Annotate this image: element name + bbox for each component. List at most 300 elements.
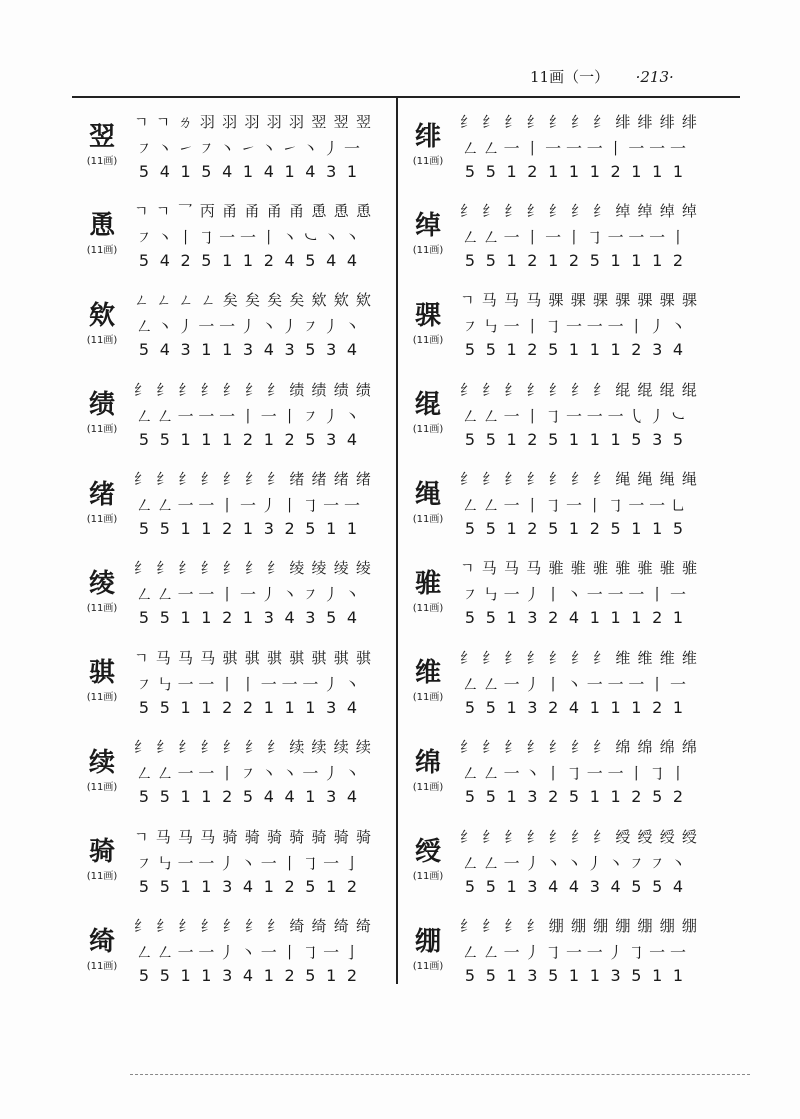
stroke-number: 5: [652, 876, 663, 896]
progression-step: 纟: [460, 738, 475, 757]
progression-step: 绪: [355, 470, 370, 489]
progression-step: 绳: [681, 470, 696, 489]
stroke-numbers: [460, 696, 688, 718]
progression-step: 骒: [570, 291, 585, 310]
progression-step: 纟: [593, 112, 608, 131]
scan-edge-line: [130, 1074, 750, 1076]
stroke-number: 1: [326, 876, 337, 896]
headword-character: 绩: [88, 390, 115, 421]
stroke-number: 1: [548, 250, 559, 270]
progression-step: 纟: [482, 738, 497, 757]
progression-step: 绫: [333, 559, 348, 578]
stroke-number: 3: [305, 608, 316, 628]
stroke-count-label: (11画): [86, 960, 118, 972]
progression-step: 纟: [548, 827, 563, 846]
progression-step: 骐: [333, 648, 348, 667]
stroke-number: 5: [159, 429, 170, 449]
stroke-number: 1: [652, 966, 663, 986]
stroke-shapes: [134, 583, 362, 605]
page-number: ·213·: [635, 68, 674, 86]
stroke-shape: ㇜: [135, 585, 152, 605]
stroke-progression: [134, 555, 370, 581]
stroke-shape: 丶: [302, 138, 319, 158]
stroke-number: 1: [610, 340, 621, 360]
progression-step: 纟: [526, 470, 541, 489]
stroke-number: 5: [326, 608, 337, 628]
stroke-number: 2: [284, 519, 295, 539]
stroke-count-label: (11画): [86, 871, 118, 883]
progression-step: 绫: [311, 559, 326, 578]
stroke-shape: 一: [177, 853, 194, 873]
stroke-shape: 丶: [343, 406, 360, 426]
progression-step: 骑: [266, 827, 281, 846]
progression-step: 纟: [482, 917, 497, 936]
stroke-shape: ㇉: [482, 585, 499, 605]
stroke-count-label: (11画): [86, 156, 118, 167]
progression-step: 马: [526, 291, 541, 310]
progression-step: 纟: [504, 827, 519, 846]
stroke-shape: 丶: [524, 764, 541, 784]
progression-step: 骓: [681, 559, 696, 578]
stroke-shape: 一: [198, 853, 215, 873]
progression-step: 骒: [659, 291, 674, 310]
progression-step: 绳: [615, 470, 630, 489]
stroke-number: 3: [527, 876, 538, 896]
progression-step: 绮: [333, 917, 348, 936]
stroke-shape: 丨: [649, 674, 666, 694]
stroke-number: 1: [305, 697, 316, 717]
progression-step: 绩: [355, 380, 370, 399]
headword-character: 欸: [88, 300, 115, 331]
stroke-number: 5: [201, 250, 212, 270]
progression-step: 纟: [178, 738, 193, 757]
stroke-shape: ㇜: [135, 317, 152, 337]
progression-step: ㄥ: [200, 291, 215, 310]
progression-step: 马: [155, 648, 170, 667]
stroke-number: 5: [305, 250, 316, 270]
stroke-shape: 一: [607, 674, 624, 694]
stroke-number: 5: [159, 608, 170, 628]
progression-step: ㄥ: [178, 291, 193, 310]
stroke-number: 4: [548, 876, 559, 896]
stroke-shape: 丶: [669, 853, 686, 873]
headword-character: 绳: [414, 479, 441, 510]
progression-step: 绯: [659, 112, 674, 131]
progression-step: 绶: [637, 827, 652, 846]
progression-step: 绪: [333, 470, 348, 489]
progression-step: 骒: [637, 291, 652, 310]
stroke-number: 2: [527, 340, 538, 360]
progression-step: 马: [155, 827, 170, 846]
character-entry: [408, 287, 708, 376]
progression-step: 矣: [222, 291, 237, 310]
stroke-number: 5: [159, 697, 170, 717]
stroke-number: 5: [548, 429, 559, 449]
stroke-number: 5: [652, 787, 663, 807]
progression-step: ㄱ: [155, 112, 170, 131]
progression-step: 纟: [460, 917, 475, 936]
stroke-number: 2: [527, 250, 538, 270]
stroke-shape: ㇜: [461, 674, 478, 694]
stroke-number: 2: [242, 429, 254, 449]
stroke-shape: 丨: [607, 138, 624, 158]
stroke-number: 5: [305, 966, 316, 986]
stroke-number: 2: [631, 787, 642, 807]
stroke-shape: ㇇: [461, 585, 478, 605]
progression-step: 绯: [681, 112, 696, 131]
stroke-shape: 丨: [281, 853, 298, 873]
progression-step: 骒: [615, 291, 630, 310]
progression-step: 马: [177, 827, 192, 846]
progression-step: 纟: [504, 201, 519, 220]
stroke-shape: ㇇: [198, 138, 215, 158]
stroke-shape: 丿: [260, 496, 277, 516]
stroke-shape: ㇇: [135, 138, 152, 158]
stroke-shape: 一: [545, 138, 562, 158]
stroke-number: 1: [652, 250, 663, 270]
progression-step: 纟: [570, 112, 585, 131]
progression-step: 绩: [289, 380, 304, 399]
stroke-number: 1: [180, 697, 191, 717]
stroke-shape: 丨: [669, 764, 686, 784]
character-entry: [82, 823, 382, 912]
stroke-number: 5: [464, 250, 476, 270]
headword-character: 恿: [88, 211, 115, 242]
progression-step: 维: [659, 648, 674, 667]
stroke-number: 5: [672, 519, 684, 539]
progression-step: 绷: [570, 917, 585, 936]
stroke-count-label: (11画): [412, 156, 444, 167]
stroke-shape: 一: [198, 317, 215, 337]
progression-step: 纟: [156, 559, 171, 578]
progression-step: 纟: [593, 648, 608, 667]
stroke-shape: 丿: [649, 406, 666, 426]
progression-step: 纟: [178, 470, 193, 489]
stroke-number: 1: [568, 519, 580, 539]
stroke-number: 5: [464, 697, 476, 717]
stroke-count-label: (11画): [86, 245, 118, 257]
progression-step: 纟: [482, 827, 497, 846]
stroke-shape: 一: [219, 317, 236, 337]
stroke-shape: 丶: [156, 227, 173, 247]
character-entry: [408, 466, 708, 555]
stroke-number: 4: [159, 250, 170, 270]
stroke-shape: 一: [503, 674, 520, 694]
stroke-shape: ㇀: [239, 138, 256, 158]
stroke-shape: 一: [302, 764, 319, 784]
stroke-shape: 一: [198, 764, 215, 784]
stroke-number: 3: [527, 608, 538, 628]
stroke-shape: 一: [565, 496, 582, 516]
stroke-number: 1: [180, 876, 191, 896]
progression-step: 甬: [222, 201, 237, 220]
stroke-shape: ㇆: [628, 943, 645, 963]
stroke-shape: 一: [323, 943, 340, 963]
page-header: [530, 66, 730, 87]
stroke-number: 5: [568, 787, 580, 807]
stroke-shape: ㇂: [628, 406, 645, 426]
progression-step: 纟: [134, 917, 149, 936]
progression-step: 纟: [267, 738, 282, 757]
stroke-count-label: (11画): [86, 513, 118, 525]
stroke-number: 1: [201, 608, 212, 628]
progression-step: 纟: [482, 470, 497, 489]
stroke-number: 2: [242, 697, 254, 717]
stroke-shapes: [460, 315, 688, 337]
stroke-number: 5: [464, 161, 476, 181]
stroke-number: 1: [284, 697, 295, 717]
stroke-shape: 一: [607, 317, 624, 337]
stroke-number: 1: [242, 161, 254, 181]
character-entry: [82, 376, 382, 465]
stroke-number: 5: [159, 966, 170, 986]
stroke-number: 4: [346, 697, 358, 717]
stroke-number: 2: [527, 429, 538, 449]
stroke-shapes: [460, 941, 688, 963]
stroke-numbers: [134, 786, 362, 808]
stroke-progression: [460, 555, 696, 581]
stroke-shape: 丨: [524, 317, 541, 337]
progression-step: 翌: [355, 112, 370, 131]
progression-step: 纟: [156, 380, 171, 399]
progression-step: 纟: [504, 738, 519, 757]
stroke-number: 1: [284, 161, 295, 181]
stroke-shape: 丿: [219, 943, 236, 963]
progression-step: 绵: [637, 738, 652, 757]
progression-step: 绷: [659, 917, 674, 936]
stroke-shape: ㇜: [461, 227, 478, 247]
stroke-number: 1: [346, 161, 358, 181]
stroke-shape: 丶: [343, 764, 360, 784]
progression-step: 羽: [244, 112, 259, 131]
stroke-shape: 一: [545, 227, 562, 247]
stroke-shape: 丶: [260, 317, 277, 337]
progression-step: 绪: [311, 470, 326, 489]
progression-step: 续: [333, 738, 348, 757]
progression-step: 纟: [134, 559, 149, 578]
stroke-number: 2: [631, 340, 642, 360]
stroke-number: 2: [652, 697, 663, 717]
stroke-shape: 一: [628, 585, 645, 605]
stroke-number: 1: [180, 787, 191, 807]
stroke-number: 4: [284, 250, 295, 270]
progression-step: 绯: [615, 112, 630, 131]
stroke-shape: 丿: [649, 317, 666, 337]
progression-step: 欸: [333, 291, 348, 310]
progression-step: 矣: [289, 291, 304, 310]
stroke-number: 1: [506, 250, 517, 270]
stroke-shape: 丶: [239, 853, 256, 873]
progression-step: 纟: [244, 470, 259, 489]
stroke-number: 4: [568, 697, 580, 717]
stroke-number: 5: [201, 161, 212, 181]
progression-step: 骐: [355, 648, 370, 667]
progression-step: 绲: [615, 380, 630, 399]
stroke-number: 2: [222, 608, 233, 628]
stroke-shape: 丿: [586, 853, 603, 873]
progression-step: 纟: [200, 470, 215, 489]
progression-step: 绫: [355, 559, 370, 578]
stroke-count-label: (11画): [412, 513, 444, 525]
stroke-shape: ㇜: [461, 406, 478, 426]
stroke-shape: ㇇: [302, 585, 319, 605]
progression-step: 骒: [681, 291, 696, 310]
stroke-number: 1: [180, 161, 191, 181]
stroke-shape: ㇆: [649, 764, 666, 784]
character-entry: [82, 555, 382, 644]
stroke-number: 5: [138, 340, 150, 360]
progression-step: ㄱ: [155, 201, 170, 220]
stroke-shape: ㇇: [135, 674, 152, 694]
progression-step: 纟: [244, 559, 259, 578]
stroke-number: 5: [305, 876, 316, 896]
stroke-number: 5: [305, 429, 316, 449]
progression-step: 恿: [333, 201, 348, 220]
stroke-number: 3: [326, 429, 337, 449]
progression-step: 绩: [333, 380, 348, 399]
progression-step: 绶: [681, 827, 696, 846]
stroke-shape: ㇆: [545, 317, 562, 337]
stroke-shape: ㇜: [156, 406, 173, 426]
stroke-shape: 一: [628, 227, 645, 247]
stroke-shape: 一: [565, 138, 582, 158]
stroke-numbers: [460, 428, 688, 450]
stroke-shape: ㇜: [482, 138, 499, 158]
stroke-number: 4: [263, 787, 274, 807]
stroke-shape: 一: [177, 585, 194, 605]
stroke-number: 5: [610, 519, 621, 539]
stroke-shape: 一: [649, 943, 666, 963]
stroke-number: 5: [138, 787, 150, 807]
progression-step: 续: [311, 738, 326, 757]
stroke-shape: 一: [649, 138, 666, 158]
progression-step: 纟: [593, 738, 608, 757]
stroke-number: 4: [284, 608, 295, 628]
stroke-shape: 丨: [219, 674, 236, 694]
progression-step: 纟: [570, 470, 585, 489]
stroke-number: 5: [138, 697, 150, 717]
stroke-shape: 丶: [156, 317, 173, 337]
stroke-number: 1: [631, 161, 642, 181]
stroke-shape: ㇇: [302, 317, 319, 337]
stroke-number: 2: [527, 161, 538, 181]
stroke-number: 2: [589, 519, 600, 539]
stroke-number: 1: [506, 429, 517, 449]
stroke-shape: 丿: [323, 585, 340, 605]
stroke-number: 4: [284, 787, 295, 807]
stroke-number: 2: [548, 697, 559, 717]
stroke-number: 5: [242, 787, 254, 807]
stroke-shape: ㇇: [302, 406, 319, 426]
progression-step: 甬: [289, 201, 304, 220]
stroke-count-label: (11画): [412, 602, 444, 614]
stroke-number: 4: [346, 608, 358, 628]
stroke-number: 1: [242, 519, 254, 539]
progression-step: 骓: [548, 559, 563, 578]
progression-step: 纟: [548, 380, 563, 399]
stroke-number: 1: [201, 876, 212, 896]
stroke-count-label: (11画): [412, 781, 444, 793]
stroke-number: 4: [326, 250, 337, 270]
stroke-number: 1: [180, 608, 191, 628]
stroke-number: 5: [138, 161, 150, 181]
progression-step: 骑: [222, 827, 237, 846]
progression-step: 纟: [267, 559, 282, 578]
stroke-numbers: [460, 786, 688, 808]
stroke-number: 4: [672, 340, 684, 360]
stroke-number: 1: [672, 697, 684, 717]
stroke-shapes: [460, 404, 688, 426]
stroke-shape: 一: [503, 496, 520, 516]
stroke-number: 1: [201, 429, 212, 449]
stroke-number: 1: [201, 697, 212, 717]
stroke-number: 5: [631, 876, 642, 896]
progression-step: 纟: [460, 380, 475, 399]
stroke-number: 3: [180, 340, 191, 360]
character-entry: [82, 287, 382, 376]
stroke-shape: 丶: [219, 138, 236, 158]
progression-step: 绶: [659, 827, 674, 846]
stroke-progression: [134, 466, 370, 492]
stroke-shape: 一: [586, 138, 603, 158]
progression-step: 纟: [482, 112, 497, 131]
stroke-shape: ㇜: [482, 227, 499, 247]
progression-step: 纟: [593, 380, 608, 399]
progression-step: 纟: [570, 827, 585, 846]
stroke-shape: 丶: [156, 138, 173, 158]
stroke-number: 3: [284, 340, 295, 360]
stroke-shape: ㇜: [156, 764, 173, 784]
stroke-count-label: (11画): [86, 602, 118, 614]
stroke-shape: ㇇: [135, 853, 152, 873]
stroke-number: 4: [242, 876, 254, 896]
progression-step: 纟: [267, 470, 282, 489]
stroke-numbers: [460, 339, 688, 361]
stroke-shape: ㇉: [482, 317, 499, 337]
stroke-number: 5: [464, 608, 476, 628]
stroke-shape: 一: [565, 406, 582, 426]
progression-step: 乛: [177, 201, 192, 220]
progression-step: 马: [481, 291, 496, 310]
progression-step: 纟: [526, 380, 541, 399]
character-entry: [408, 913, 708, 1002]
stroke-number: 5: [631, 966, 642, 986]
stroke-shape: ㇜: [482, 943, 499, 963]
progression-step: 绪: [289, 470, 304, 489]
stroke-shape: 丿: [524, 585, 541, 605]
stroke-shape: 一: [628, 138, 645, 158]
progression-step: 骐: [244, 648, 259, 667]
progression-step: 骐: [266, 648, 281, 667]
stroke-shape: ㇆: [565, 764, 582, 784]
stroke-number: 4: [242, 966, 254, 986]
stroke-number: 1: [506, 340, 517, 360]
stroke-number: 5: [138, 250, 150, 270]
stroke-number: 3: [326, 697, 337, 717]
left-column: [82, 108, 382, 1002]
progression-step: 纟: [134, 380, 149, 399]
stroke-number: 4: [568, 876, 580, 896]
stroke-progression: [134, 108, 370, 134]
stroke-shape: 丿: [607, 943, 624, 963]
character-entry: [408, 108, 708, 197]
stroke-number: 1: [610, 608, 621, 628]
progression-step: 纟: [504, 112, 519, 131]
stroke-shape: 丿: [323, 138, 340, 158]
stroke-progression: [134, 376, 370, 402]
progression-step: 绰: [637, 201, 652, 220]
stroke-number: 1: [652, 161, 663, 181]
